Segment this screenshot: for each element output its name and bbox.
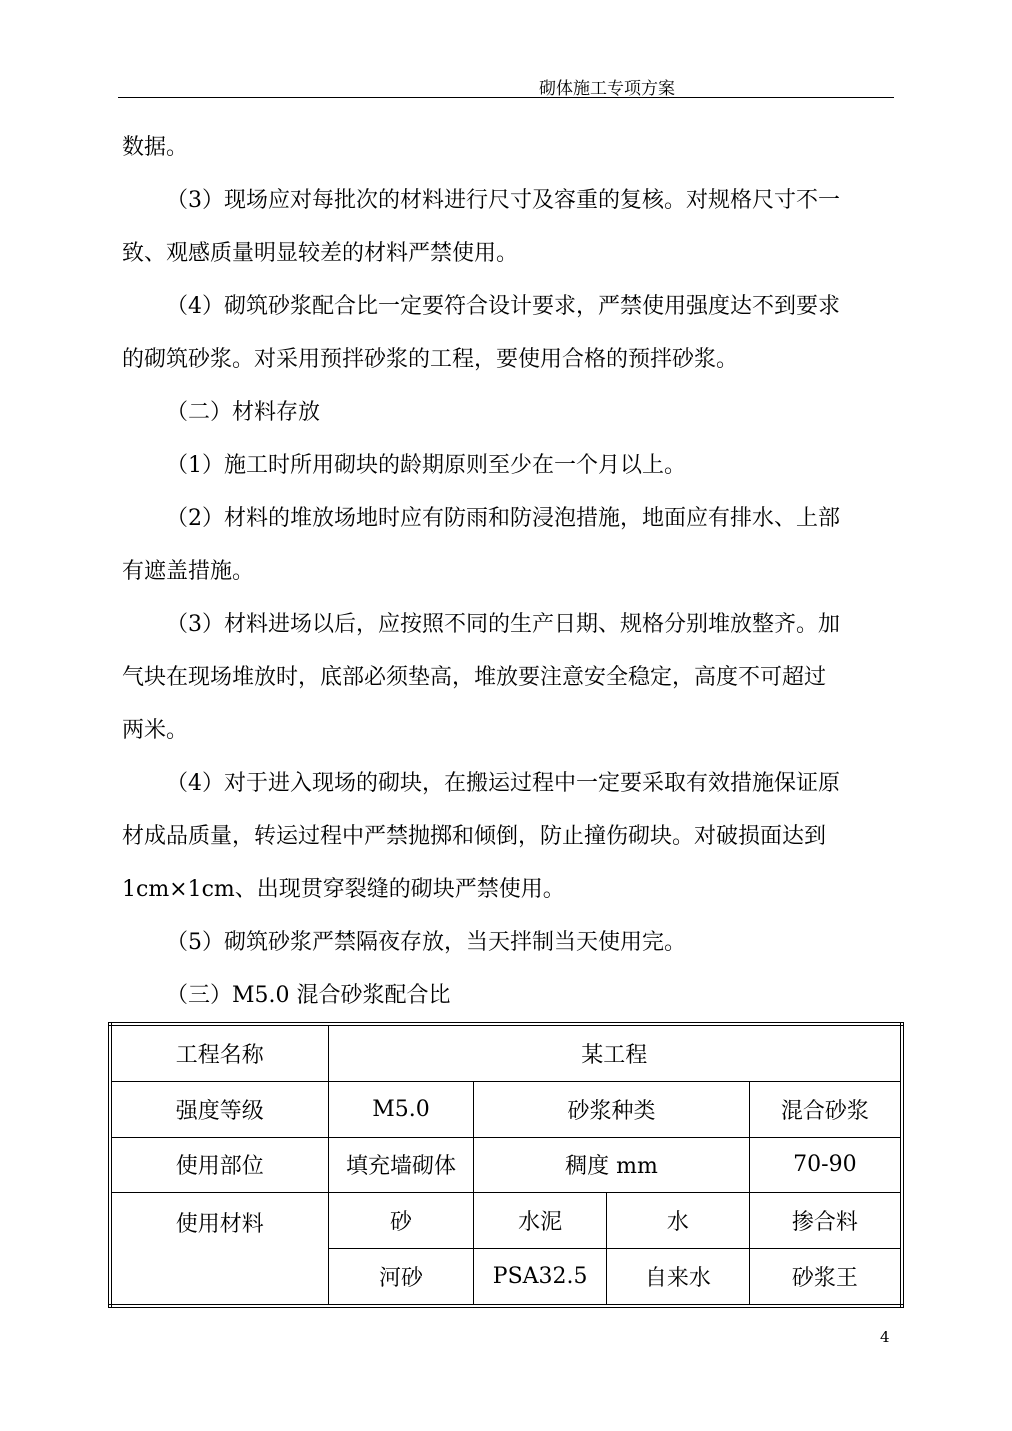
project-value-cell: 某工程 (328, 1024, 902, 1081)
paragraph-line: 两米。 (122, 718, 189, 743)
mix-ratio-table (108, 1022, 904, 1308)
header-rule (118, 97, 894, 98)
paragraph-line: （4）砌筑砂浆配合比一定要符合设计要求，严禁使用强度达不到要求 (166, 294, 840, 319)
paragraph-line: （4）对于进入现场的砌块，在搬运过程中一定要采取有效措施保证原 (166, 771, 840, 796)
material-header-cell: 砂 (328, 1193, 474, 1249)
paragraph-line: 致、观感质量明显较差的材料严禁使用。 (122, 241, 519, 266)
material-header-cell: 水泥 (474, 1193, 607, 1249)
consistency-value-cell: 70-90 (749, 1137, 902, 1193)
grade-label-cell: 强度等级 (110, 1081, 328, 1137)
paragraph-line: 气块在现场堆放时，底部必须垫高，堆放要注意安全稳定，高度不可超过 (122, 665, 827, 690)
table-row (110, 1193, 902, 1249)
materials-label-cell: 使用材料 (110, 1193, 328, 1306)
paragraph-line: （2）材料的堆放场地时应有防雨和防浸泡措施，地面应有排水、上部 (166, 506, 840, 531)
type-value-cell: 混合砂浆 (749, 1081, 902, 1137)
paragraph-line: （3）现场应对每批次的材料进行尺寸及容重的复核。对规格尺寸不一 (166, 188, 840, 213)
paragraph-line: 数据。 (122, 135, 189, 160)
paragraph-line: 有遮盖措施。 (122, 559, 255, 584)
material-value-cell: 砂浆王 (749, 1249, 902, 1306)
paragraph-line: 材成品质量，转运过程中严禁抛掷和倾倒，防止撞伤砌块。对破损面达到 (122, 824, 827, 849)
material-value-cell: PSA32.5 (474, 1249, 607, 1306)
material-header-cell: 掺合料 (749, 1193, 902, 1249)
paragraph-line: 的砌筑砂浆。对采用预拌砂浆的工程，要使用合格的预拌砂浆。 (122, 347, 739, 372)
table-row (110, 1024, 902, 1081)
page-number: 4 (880, 1328, 890, 1346)
table-row (110, 1137, 902, 1193)
part-label-cell: 使用部位 (110, 1137, 328, 1193)
paragraph-line: （1）施工时所用砌块的龄期原则至少在一个月以上。 (166, 453, 686, 478)
paragraph-line: （5）砌筑砂浆严禁隔夜存放，当天拌制当天使用完。 (166, 930, 686, 955)
paragraph-line: （3）材料进场以后，应按照不同的生产日期、规格分别堆放整齐。加 (166, 612, 840, 637)
material-value-cell: 自来水 (606, 1249, 749, 1306)
material-header-cell: 水 (606, 1193, 749, 1249)
grade-value-cell: M5.0 (328, 1081, 474, 1137)
header-title: 砌体施工专项方案 (539, 79, 675, 99)
part-value-cell: 填充墙砌体 (328, 1137, 474, 1193)
project-label-cell: 工程名称 (110, 1024, 328, 1081)
consistency-label-cell: 稠度 mm (474, 1137, 749, 1193)
section-heading: （二）材料存放 (166, 400, 321, 425)
paragraph-line: 1cm×1cm、出现贯穿裂缝的砌块严禁使用。 (122, 877, 565, 902)
section-heading: （三）M5.0 混合砂浆配合比 (166, 983, 451, 1008)
type-label-cell: 砂浆种类 (474, 1081, 749, 1137)
material-value-cell: 河砂 (328, 1249, 474, 1306)
table-row (110, 1081, 902, 1137)
